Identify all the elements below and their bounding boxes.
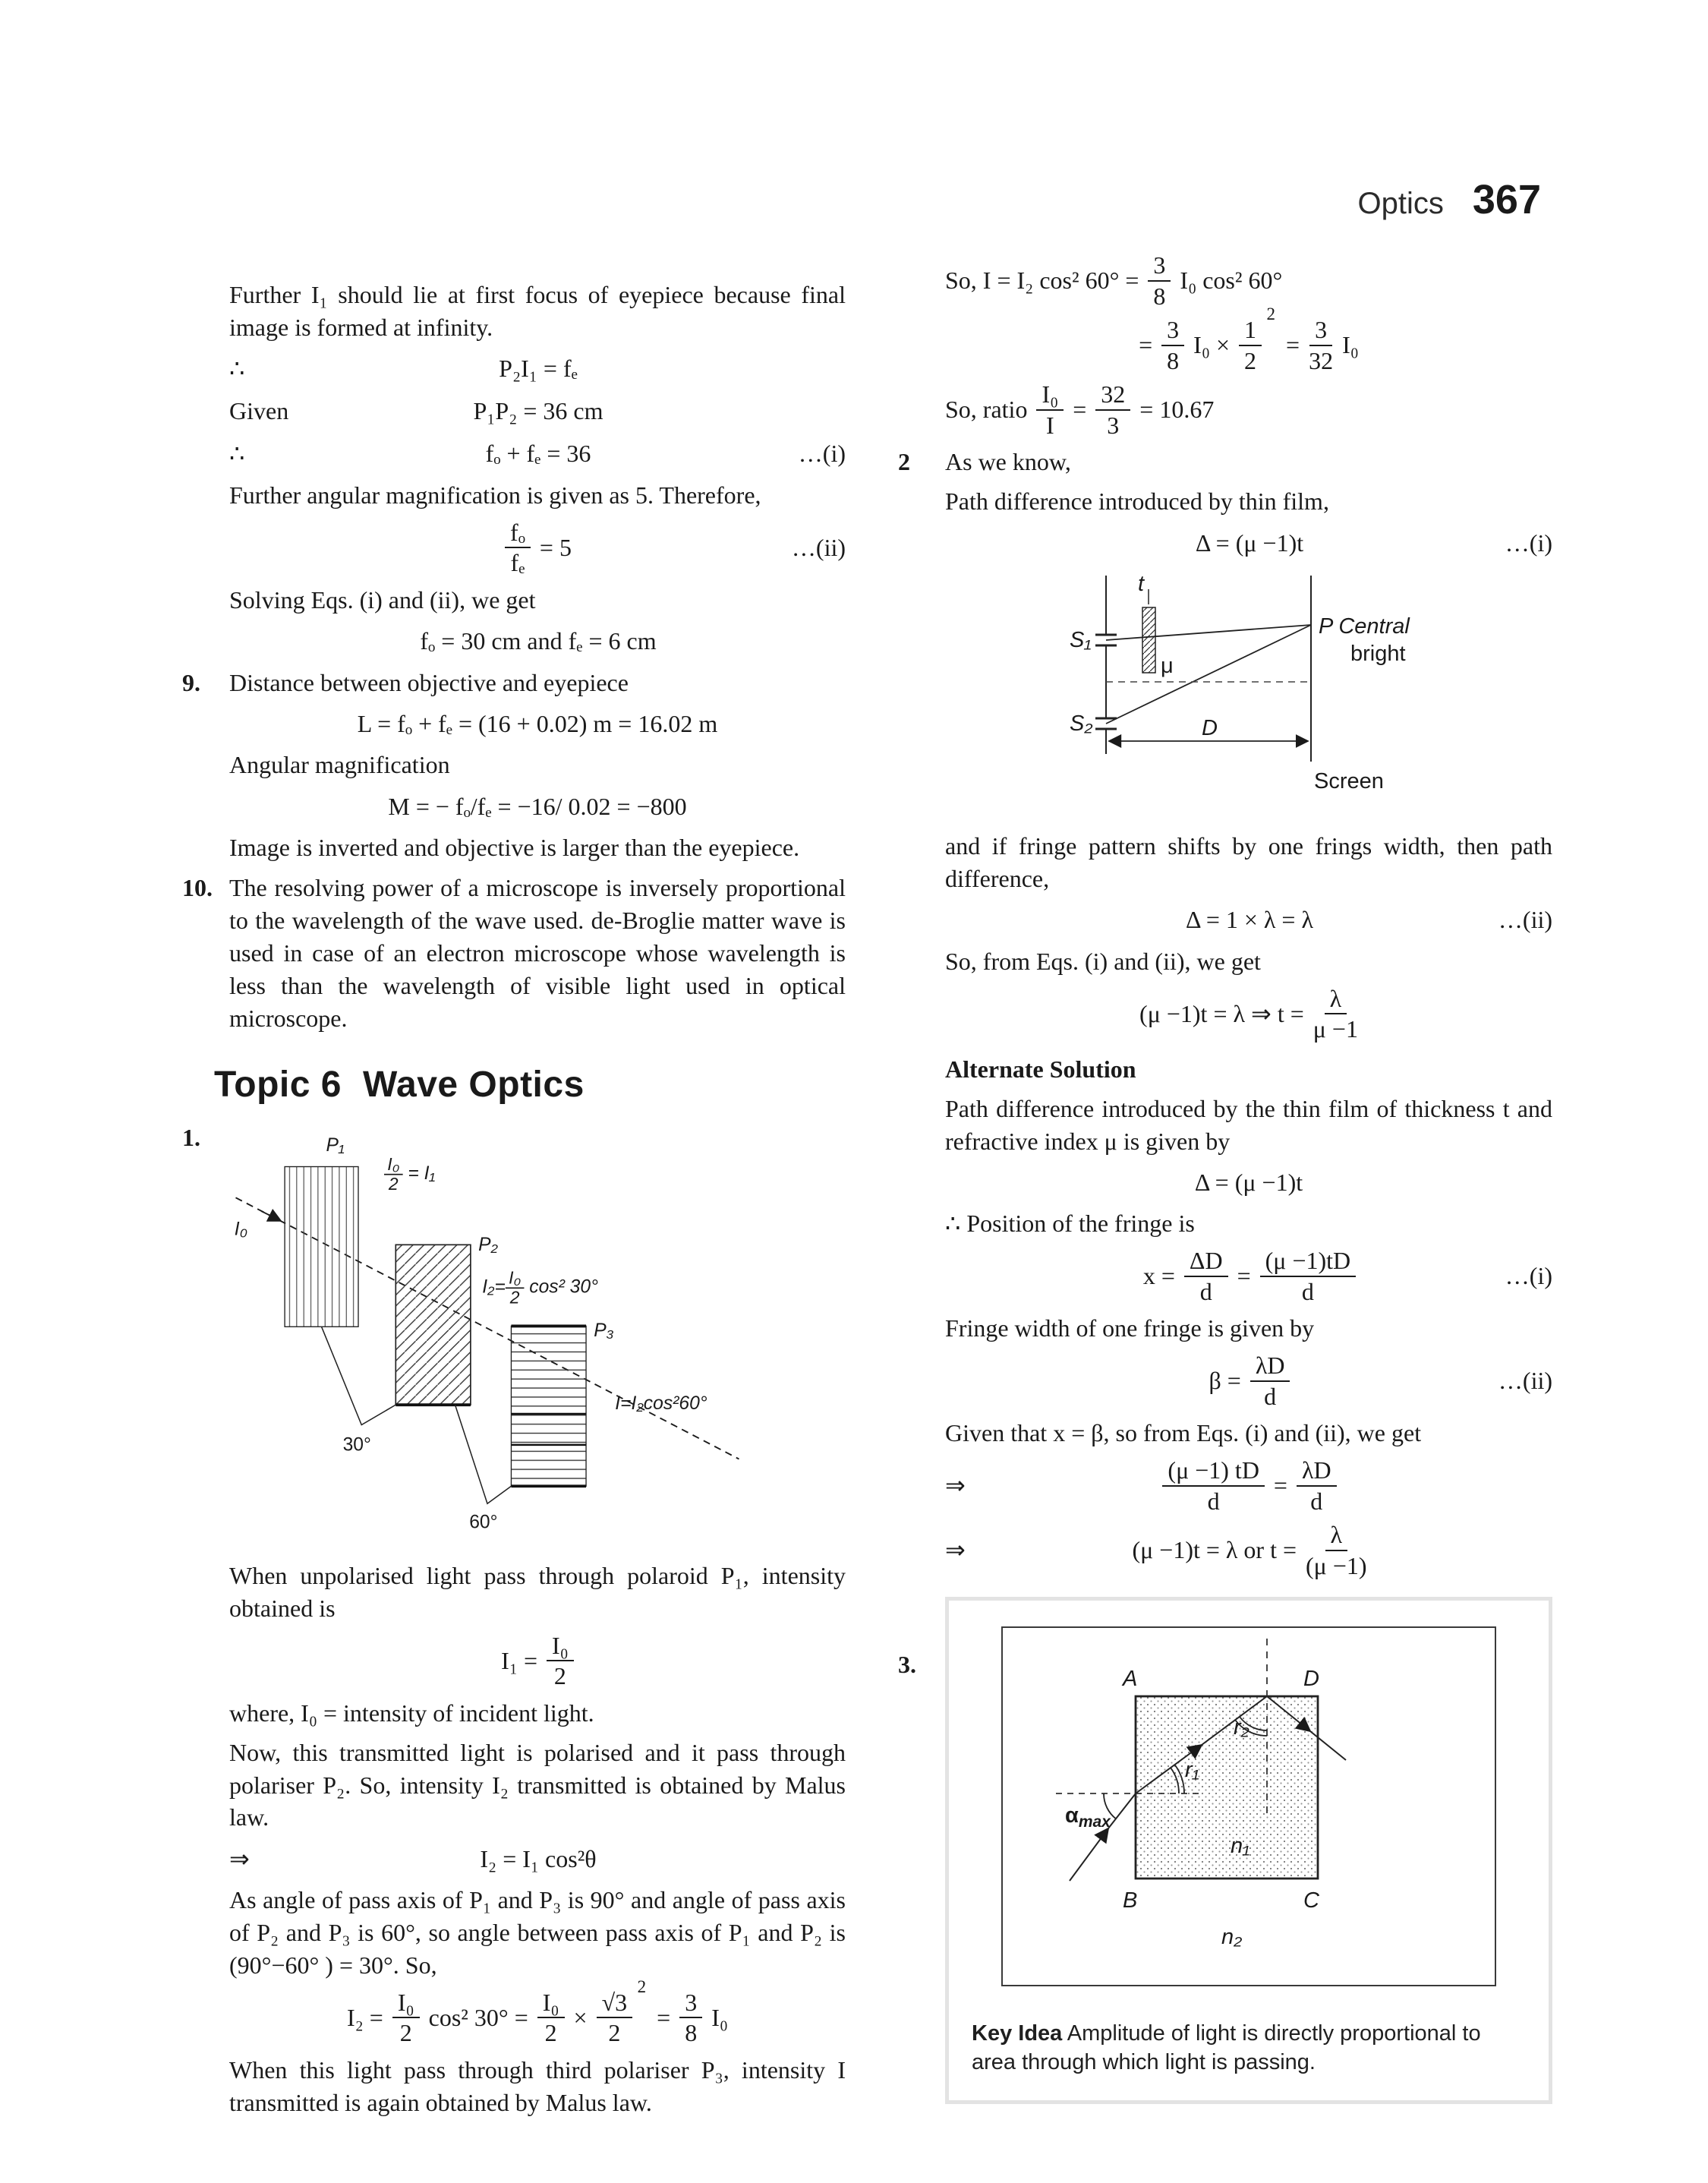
fraction: $\frac{\text{I₀}}{2}$ bbox=[547, 1633, 574, 1689]
equation-row bbox=[229, 706, 846, 741]
page-header bbox=[0, 176, 1541, 223]
refraction-diagram bbox=[1001, 1626, 1496, 1986]
s1-label: S₁ bbox=[1070, 628, 1092, 653]
equation: Δ = (μ −1)t bbox=[1194, 1168, 1303, 1196]
paragraph: As we know, bbox=[945, 448, 1071, 476]
equation-part: cos² 30° = bbox=[428, 2003, 528, 2031]
solution-item-1 bbox=[182, 1121, 846, 2119]
equation-tag: …(ii) bbox=[1498, 906, 1552, 934]
equation-row bbox=[229, 437, 846, 472]
p1-label: P₁ bbox=[326, 1134, 345, 1156]
ray-s2-to-p bbox=[1106, 625, 1311, 724]
thin-film-diagram bbox=[1053, 568, 1478, 823]
equation-part: = bbox=[657, 2003, 671, 2031]
fraction: $\frac{\lambda}{\mu -1}$ bbox=[1313, 984, 1358, 1043]
given-label: Given bbox=[229, 397, 289, 425]
topic-title: Wave Optics bbox=[362, 1064, 585, 1105]
equation: Δ = (μ −1)t bbox=[1195, 528, 1304, 557]
item-number: 10. bbox=[182, 874, 213, 902]
equation-row bbox=[945, 525, 1552, 560]
equation-row bbox=[229, 1633, 846, 1689]
equation: P₁P₂ = 36 cm bbox=[473, 397, 603, 425]
r1-label: r₁ bbox=[1185, 1758, 1199, 1783]
implies-symbol: ⇒ bbox=[229, 1844, 250, 1872]
item-number: 9. bbox=[182, 668, 200, 696]
corner-a-label: A bbox=[1123, 1667, 1138, 1692]
polaroid-p3-rect bbox=[511, 1326, 586, 1486]
paragraph: The resolving power of a microscope is inversely proportional to the wavelength of the wave used. de-Broglie matter wave is used in case of an electron microscope whose wavelength is less than the wavelength of visible light used in optical microscope. bbox=[229, 874, 846, 1032]
equation-row bbox=[945, 1165, 1552, 1200]
corner-b-label: B bbox=[1123, 1888, 1138, 1913]
distance-D-label: D bbox=[1202, 716, 1218, 741]
angle-60-leader bbox=[455, 1405, 512, 1503]
polaroid-diagram bbox=[229, 1121, 846, 1553]
i0-label: I₀ bbox=[234, 1219, 248, 1240]
equation-row bbox=[945, 986, 1552, 1043]
fraction: $\frac{32}{3}$ bbox=[1095, 381, 1130, 438]
paragraph: So, from Eqs. (i) and (ii), we get bbox=[945, 947, 1261, 975]
paragraph: Given that x = β, so from Eqs. (i) and (ii), we get bbox=[945, 1419, 1422, 1447]
equation-row bbox=[229, 624, 846, 659]
paragraph: Image is inverted and objective is larger than the eyepiece. bbox=[229, 834, 800, 862]
angle-60-label: 60° bbox=[469, 1512, 498, 1533]
i2-equation-label: I₂= $\frac{\text{I₀}}{2}$ cos² 30° bbox=[482, 1267, 598, 1308]
polaroid-p2-rect bbox=[395, 1244, 471, 1405]
equation-part: = bbox=[1273, 1472, 1287, 1500]
implies-symbol: ⇒ bbox=[945, 1472, 966, 1500]
p-central-label: P Central bbox=[1319, 614, 1410, 639]
equation: = 5 bbox=[539, 533, 572, 561]
item-number: 3. bbox=[898, 1651, 916, 1679]
corner-c-label: C bbox=[1303, 1888, 1319, 1913]
solution-item-2 bbox=[898, 446, 1552, 1579]
fraction: $\frac{\lambda}{(\mu -1)}$ bbox=[1306, 1521, 1367, 1579]
key-idea-label: Key Idea bbox=[972, 2021, 1063, 2046]
equation-part: = bbox=[1073, 396, 1087, 424]
squared-fraction: $\frac{1}{2}$ 2 bbox=[1239, 317, 1262, 374]
therefore-symbol: ∴ bbox=[229, 440, 245, 468]
angle-30-label: 30° bbox=[342, 1434, 371, 1456]
thickness-label: t bbox=[1138, 572, 1145, 597]
item-number: 2 bbox=[898, 448, 910, 476]
equation: P₂I₁ = fₑ bbox=[499, 355, 578, 383]
r2-label: r₂ bbox=[1234, 1715, 1249, 1740]
equation-part: So, ratio bbox=[945, 396, 1028, 424]
fraction: $\frac{3}{8}$ bbox=[1148, 252, 1171, 309]
right-column bbox=[898, 244, 1552, 2112]
equation-part: I₂ = bbox=[346, 2003, 383, 2031]
paragraph: Distance between objective and eyepiece bbox=[229, 668, 629, 696]
topic-number: Topic 6 bbox=[214, 1064, 342, 1105]
equation-row bbox=[945, 1352, 1552, 1409]
equation: I₂ = I₁ cos²θ bbox=[480, 1844, 597, 1872]
paragraph: ∴ Position of the fringe is bbox=[945, 1210, 1195, 1238]
angle-30-leader bbox=[322, 1327, 396, 1424]
p3-label: P₃ bbox=[594, 1320, 614, 1341]
thin-film-rect bbox=[1142, 607, 1155, 673]
equation-row bbox=[945, 304, 1552, 374]
equation-part: = bbox=[1237, 1262, 1251, 1290]
alternate-solution-heading: Alternate Solution bbox=[945, 1055, 1136, 1083]
equation-tag: …(i) bbox=[1505, 1262, 1552, 1290]
equation-row bbox=[229, 789, 846, 824]
n2-label: n₂ bbox=[1221, 1925, 1243, 1950]
implies-symbol: ⇒ bbox=[945, 1536, 966, 1564]
equation: I₁ = bbox=[501, 1646, 538, 1674]
fraction: $\frac{\Delta D}{d}$ bbox=[1184, 1248, 1228, 1304]
paragraph: When unpolarised light pass through polaroid P₁, intensity obtained is bbox=[229, 1561, 846, 1622]
equation-row bbox=[229, 394, 846, 429]
equation-part: I₀ bbox=[1342, 331, 1359, 359]
glass-block bbox=[1136, 1696, 1318, 1879]
paragraph: Solving Eqs. (i) and (ii), we get bbox=[229, 585, 536, 614]
paragraph: Path difference introduced by thin film, bbox=[945, 487, 1329, 516]
equation-part: β = bbox=[1209, 1367, 1241, 1395]
fraction: $\frac{\text{fₒ}}{\text{fₑ}}$ bbox=[505, 519, 531, 576]
fraction: $\frac{(\mu -1) tD}{d}$ bbox=[1162, 1457, 1265, 1514]
equation-tag: …(ii) bbox=[791, 533, 846, 561]
paragraph: Path difference introduced by the thin film of thickness t and refractive index μ is given by bbox=[945, 1094, 1552, 1155]
equation-part: I₀ bbox=[711, 2003, 729, 2031]
equation-part: x = bbox=[1142, 1262, 1175, 1290]
equation-tag: …(ii) bbox=[1498, 1367, 1552, 1395]
equation-row bbox=[945, 1248, 1552, 1304]
equation-part: = 10.67 bbox=[1139, 396, 1215, 424]
paragraph: Now, this transmitted light is polarised and it pass through polariser P₂. So, intensity I₂ transmitted is obtained by Malus law. bbox=[229, 1738, 846, 1831]
i1-equation-label: $\frac{\text{I₀}}{2}$ = I₁ bbox=[384, 1155, 435, 1194]
left-column bbox=[182, 272, 846, 2127]
equation: L = fₒ + fₑ = (16 + 0.02) m = 16.02 m bbox=[357, 710, 718, 738]
equation-part: × bbox=[573, 2003, 588, 2031]
paragraph: Angular magnification bbox=[229, 751, 450, 779]
equation-row bbox=[229, 1841, 846, 1876]
solution-item-3 bbox=[898, 1597, 1552, 2103]
paragraph: where, I₀ = intensity of incident light. bbox=[229, 1699, 594, 1727]
key-idea-box bbox=[945, 1597, 1552, 2103]
equation-row bbox=[229, 352, 846, 386]
chapter-title: Optics bbox=[1357, 187, 1444, 220]
equation-row bbox=[945, 252, 1552, 309]
paragraph: and if fringe pattern shifts by one frings width, then path difference, bbox=[945, 832, 1552, 892]
paragraph: Fringe width of one fringe is given by bbox=[945, 1314, 1315, 1342]
therefore-symbol: ∴ bbox=[229, 355, 245, 383]
equation-part: = bbox=[1286, 331, 1300, 359]
equation-part: So, I = I₂ cos² 60° = bbox=[945, 267, 1139, 295]
solution-item-10 bbox=[182, 872, 846, 1034]
screen-label: Screen bbox=[1314, 769, 1384, 794]
fraction: $\frac{3}{8}$ bbox=[679, 1989, 702, 2046]
incident-ray bbox=[1070, 1828, 1108, 1881]
equation-part: I₀ cos² 60° bbox=[1180, 267, 1283, 295]
squared-fraction: $\frac{√3}{2}$ 2 bbox=[597, 1989, 633, 2046]
key-idea-text: Key Idea Amplitude of light is directly proportional to area through which light is passing. bbox=[972, 2021, 1481, 2075]
page-number: 367 bbox=[1472, 177, 1541, 222]
paragraph: Further I₁ should lie at first focus of eyepiece because final image is formed at infinity. bbox=[229, 281, 846, 341]
fraction: $\frac{3}{32}$ bbox=[1309, 316, 1334, 374]
topic-heading bbox=[214, 1061, 846, 1109]
paragraph: When this light pass through third polariser P₃, intensity I transmitted is again obtained by Malus law. bbox=[229, 2055, 846, 2116]
p2-label: P₂ bbox=[478, 1234, 498, 1255]
fraction: $\frac{\lambda D}{d}$ bbox=[1250, 1352, 1290, 1409]
equation: M = − fₒ/fₑ = −16/ 0.02 = −800 bbox=[388, 792, 687, 820]
item-number: 1. bbox=[182, 1123, 200, 1151]
bright-label: bright bbox=[1350, 642, 1406, 667]
equation-part: (μ −1)t = λ ⇒ t = bbox=[1139, 999, 1304, 1027]
equation: fₒ + fₑ = 36 bbox=[485, 440, 591, 468]
fraction: $\frac{3}{8}$ bbox=[1161, 317, 1184, 374]
n1-label: n₁ bbox=[1231, 1834, 1250, 1859]
fraction: $\frac{\text{I₀}}{I}$ bbox=[1036, 381, 1064, 438]
polaroid-diagram-svg bbox=[229, 1121, 752, 1547]
ray-arrowhead bbox=[262, 1211, 282, 1221]
fraction: $\frac{\text{I₀}}{2}$ bbox=[537, 1989, 565, 2046]
equation-tag: …(i) bbox=[1505, 528, 1552, 557]
equation-row bbox=[945, 903, 1552, 938]
equation: fₒ = 30 cm and fₑ = 6 cm bbox=[420, 627, 657, 655]
equation-row bbox=[945, 381, 1552, 438]
polaroid-p1-rect bbox=[285, 1166, 358, 1327]
equation-part: I₀ × bbox=[1193, 331, 1231, 359]
alpha-max-label: $\alpha_{max}$ bbox=[1065, 1803, 1111, 1831]
equation-row bbox=[945, 1457, 1552, 1514]
fraction: $\frac{\lambda D}{d}$ bbox=[1297, 1457, 1337, 1514]
equation-row bbox=[945, 1522, 1552, 1579]
mu-label: μ bbox=[1161, 654, 1174, 679]
fraction: $\frac{(\mu -1)tD}{d}$ bbox=[1260, 1248, 1357, 1304]
i-equation-label: I=I₂cos²60° bbox=[615, 1393, 707, 1414]
s2-label: S₂ bbox=[1070, 711, 1093, 737]
equation: Δ = 1 × λ = λ bbox=[1186, 906, 1313, 934]
equation-tag: …(i) bbox=[798, 440, 846, 468]
equation-row bbox=[229, 1976, 846, 2047]
equation-part: (μ −1)t = λ or t = bbox=[1132, 1536, 1297, 1564]
paragraph: Further angular magnification is given as 5. Therefore, bbox=[229, 481, 761, 509]
paragraph: As angle of pass axis of P₁ and P₃ is 90° and angle of pass axis of P₂ and P₃ is 60°, so angle between pass axis of P₁ and P₂ is (90°−60° ) = 30°. So, bbox=[229, 1886, 846, 1979]
corner-d-label: D bbox=[1303, 1667, 1319, 1692]
solution-item-9 bbox=[182, 667, 846, 865]
ray-s1-to-p bbox=[1106, 625, 1311, 640]
equation-part: = bbox=[1139, 331, 1153, 359]
fraction: $\frac{\text{I₀}}{2}$ bbox=[392, 1989, 420, 2046]
thin-film-diagram-svg bbox=[1053, 568, 1478, 823]
equation-row bbox=[229, 519, 846, 576]
